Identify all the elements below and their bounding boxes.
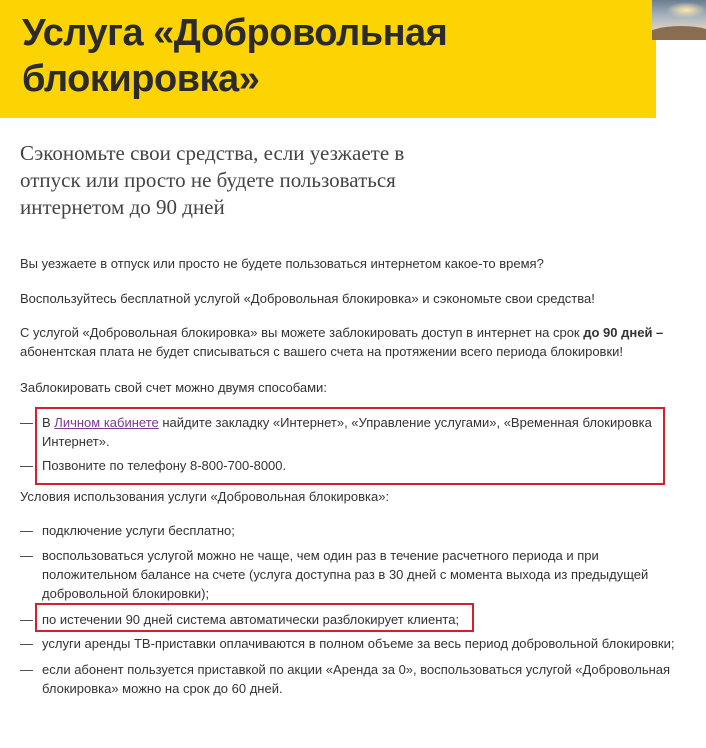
list-dash: —	[20, 523, 33, 538]
condition-item-text: если абонент пользуется приставкой по акции «Аренда за 0», воспользоваться услугой «Добровольная блокировка» можно на срок до 60 дней.	[42, 662, 671, 696]
intro-details	[20, 323, 680, 361]
page-subtitle: Сэкономьте свои средства, если уезжаете в отпуск или просто не будете пользоваться интернетом до 90 дней	[20, 141, 405, 219]
list-dash: —	[20, 415, 33, 430]
condition-item	[20, 546, 690, 603]
page-title-line-1: Услуга «Добровольная	[22, 12, 448, 54]
banner-photo-hill	[652, 26, 706, 40]
list-dash: —	[20, 662, 33, 677]
page-title-line-2: блокировка»	[22, 58, 260, 100]
condition-item	[20, 521, 690, 540]
list-dash: —	[20, 636, 33, 651]
list-dash: —	[20, 612, 33, 627]
condition-item-text: воспользоваться услугой можно не чаще, чем один раз в течение расчетного периода и при положительном балансе на счете (услуга доступна раз в 30 дней с момента выхода из предыдущей добровольной блокировки);	[42, 548, 649, 601]
methods-heading: Заблокировать свой счет можно двумя способами:	[20, 380, 327, 395]
method-item-phone-text: Позвоните по телефону 8-800-700-8000.	[42, 458, 287, 473]
intro-details-start: С услугой «Добровольная блокировка» вы можете заблокировать доступ в интернет на срок	[20, 325, 584, 340]
page-title	[22, 10, 622, 102]
list-dash: —	[20, 458, 33, 473]
intro-details-end: абонентская плата не будет списываться с вашего счета на протяжении всего периода блокировки!	[20, 344, 624, 359]
intro-question: Вы уезжаете в отпуск или просто не будете пользоваться интернетом какое-то время?	[20, 256, 544, 271]
condition-item-text: по истечении 90 дней система автоматически разблокирует клиента;	[42, 612, 460, 627]
intro-offer: Воспользуйтесь бесплатной услугой «Добровольная блокировка» и сэкономьте свои средства!	[20, 291, 595, 306]
condition-item-text: услуги аренды ТВ-приставки оплачиваются в полном объеме за весь период добровольной блокировки;	[42, 636, 675, 651]
method-item-cabinet-text	[42, 413, 690, 451]
header-banner	[0, 0, 656, 118]
method-item-cabinet	[20, 413, 690, 451]
banner-photo	[652, 0, 706, 40]
condition-item	[20, 660, 690, 698]
intro-details-bold: до 90 дней –	[583, 325, 664, 340]
condition-item-auto-unblock	[20, 610, 690, 629]
banner-photo-sky	[666, 2, 706, 18]
method-item-phone	[20, 456, 690, 475]
condition-item	[20, 634, 690, 653]
conditions-heading: Условия использования услуги «Добровольная блокировка»:	[20, 489, 390, 504]
method-item-cabinet-prefix: В	[42, 415, 55, 430]
method-item-cabinet-suffix: найдите закладку «Интернет», «Управление услугами», «Временная блокировка Интернет».	[42, 415, 652, 449]
list-dash: —	[20, 548, 33, 563]
condition-item-text: подключение услуги бесплатно;	[42, 523, 235, 538]
personal-cabinet-link[interactable]: Личном кабинете	[54, 415, 159, 430]
